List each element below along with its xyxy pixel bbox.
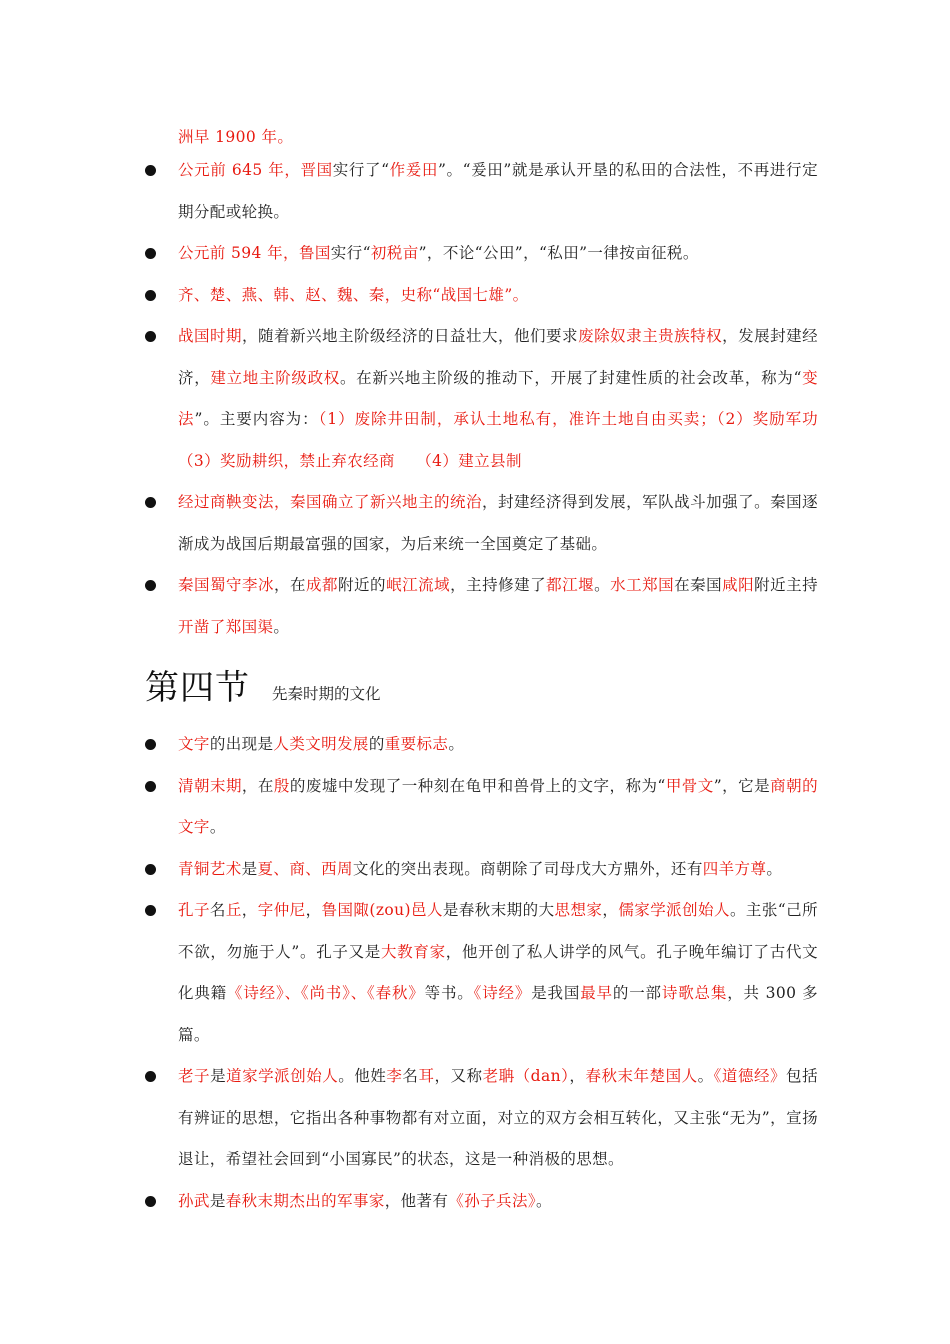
body-text: ， [569, 1067, 586, 1085]
highlighted-text: 初税亩 [370, 244, 419, 262]
body-text: 的出现是 [209, 735, 274, 753]
highlighted-text: 殷 [273, 776, 290, 795]
bullet-icon [145, 290, 156, 301]
body-text: ，主持修建了 [450, 576, 547, 594]
highlighted-text: 夏、商、西周 [257, 859, 353, 878]
highlighted-text: 鲁国 [298, 244, 331, 262]
highlighted-text: 孔子 [178, 901, 210, 919]
highlighted-text: 建立地主阶级政权 [210, 368, 340, 387]
highlighted-text: 《道德经》 [713, 1067, 787, 1085]
highlighted-text: 清朝末期 [178, 776, 242, 795]
body-text: 。 [273, 617, 290, 636]
body-text: 。他姓 [338, 1067, 387, 1085]
body-text: 的 [368, 735, 385, 753]
highlighted-text: 岷江流域 [386, 576, 451, 594]
list-item [0, 766, 818, 849]
highlighted-text: 文字 [178, 735, 210, 753]
body-text: 等书。 [424, 984, 474, 1002]
body-text: ，共 300 多篇。 [178, 984, 819, 1044]
body-text: 。 [209, 818, 226, 836]
body-text: 的废墟中发现了一种刻在龟甲和兽骨上的文字，称为“ [289, 776, 666, 795]
bullet-icon [145, 331, 156, 342]
body-text: ，他著有 [384, 1191, 449, 1210]
body-text: 。 [766, 859, 783, 878]
body-text: 。 [697, 1067, 714, 1085]
highlighted-text: 晋国 [300, 161, 333, 179]
highlighted-text: 商朝的文字 [178, 776, 819, 836]
list-item [0, 482, 818, 565]
body-text: 附近的 [338, 576, 387, 594]
highlighted-text: 经过商鞅变法，秦国确立了新兴地主的统治 [178, 493, 483, 511]
list-item [0, 275, 818, 317]
highlighted-text: 道家学派创始人 [226, 1067, 339, 1085]
highlighted-text: 四羊方尊 [702, 859, 767, 878]
list-item [0, 890, 818, 1056]
highlighted-text: 老子 [178, 1067, 211, 1085]
body-text: ”。主要内容为： [194, 410, 319, 428]
highlighted-text: 重要标志 [384, 735, 449, 753]
highlighted-text: 水工郑国 [610, 576, 675, 594]
body-text: ，在 [241, 776, 274, 795]
highlighted-text: 都江堰 [546, 576, 595, 594]
body-text: 文化的突出表现。商朝除了司母戊大方鼎外，还有 [352, 859, 703, 878]
highlighted-text: 《诗经》 [473, 984, 532, 1002]
body-text: ， [602, 901, 619, 919]
body-text: 。在新兴地主阶级的推动下，开展了封建性质的社会改革，称为“ [339, 368, 802, 387]
body-text: ， [241, 901, 258, 919]
highlighted-text: 孙武 [178, 1191, 210, 1210]
highlighted-text: 开凿了郑国渠 [178, 617, 274, 636]
body-text: ，又称 [434, 1067, 483, 1085]
bullet-icon [145, 864, 156, 875]
highlighted-text: 丘 [225, 901, 242, 919]
body-text: ，他开创了私人讲学的风气。孔子晚年编订了古代文化典籍 [178, 942, 819, 1002]
bullet-icon [145, 1196, 156, 1207]
section-four-list [0, 724, 818, 1222]
list-item [0, 565, 818, 648]
list-item [0, 316, 840, 482]
highlighted-text: 老聃（dan） [482, 1067, 570, 1085]
highlighted-text: 齐、楚、燕、韩、赵、魏、秦，史称“战国七雄”。 [178, 285, 529, 304]
section-number-title: 第四节 [145, 668, 250, 708]
body-text: 的一部 [612, 984, 662, 1002]
highlighted-text: 《孙子兵法》 [448, 1191, 536, 1210]
highlighted-text: 甲骨文 [665, 776, 714, 795]
body-text: 包括有辨证的思想，它指出各种事物都有对立面，对立的双方会相互转化，又主张“无为”，宣扬退让，希望社会回到“小国寡民”的状态，这是一种消极的思想。 [178, 1067, 818, 1168]
highlighted-text: 废除奴隶主贵族特权 [578, 327, 723, 345]
body-text: ，发展封建经济， [178, 327, 819, 387]
highlighted-text: 咸阳 [722, 576, 755, 594]
highlighted-text: 思想家 [554, 901, 603, 919]
highlighted-text: 战国时期 [178, 327, 243, 345]
bullet-icon [145, 497, 156, 508]
body-text: 附近主持 [754, 576, 819, 594]
body-text: 是春秋末期的大 [442, 901, 555, 919]
list-item [0, 1181, 818, 1223]
highlighted-text: 《诗经》、《尚书》、《春秋》 [227, 984, 425, 1002]
bullet-icon [145, 905, 156, 916]
body-text: 是 [241, 859, 258, 878]
body-text: ”。“爰田”就是承认开垦的私田的合法性，不再进行定期分配或轮换。 [178, 161, 818, 221]
bullet-icon [145, 165, 156, 176]
body-text: 。 [448, 735, 465, 753]
body-text: 。主张“己所不欲，勿施于人”。孔子又是 [178, 901, 819, 961]
bullet-icon [145, 781, 156, 792]
list-item [0, 233, 818, 275]
bullet-icon [145, 739, 156, 750]
highlighted-text: 变法 [178, 368, 819, 428]
body-text: ”，不论“公田”，“私田”一律按亩征税。 [418, 244, 699, 262]
highlighted-text: 字仲尼 [257, 901, 306, 919]
body-text: 在秦国 [674, 576, 723, 594]
body-text: 是 [209, 1191, 226, 1210]
highlighted-text: 成都 [306, 576, 339, 594]
body-text: 。 [594, 576, 611, 594]
highlighted-text: 人类文明发展 [273, 735, 369, 753]
list-item [0, 150, 818, 233]
body-text: ，随着新兴地主阶级经济的日益壮大，他们要求 [242, 327, 579, 345]
section-heading [145, 660, 381, 709]
highlighted-text: 耳 [418, 1067, 435, 1085]
highlighted-text: 李 [386, 1067, 403, 1085]
body-text: ， [305, 901, 322, 919]
highlighted-text: （1）废除井田制，承认土地私有，准许土地自由买卖；（2）奖励军功 （3）奖励耕织，禁止弃农经商 （4）建立县制 [178, 410, 840, 470]
highlighted-text: 最早 [580, 984, 613, 1002]
list-item [0, 1056, 818, 1181]
body-text: 实行“ [330, 244, 371, 262]
body-text: ，在 [274, 576, 307, 594]
body-text: 。 [536, 1191, 552, 1210]
body-text: 名 [402, 1067, 419, 1085]
highlighted-text: 鲁国陬(zou)邑人 [321, 901, 443, 919]
body-text: ，封建经济得到发展，军队战斗加强了。秦国逐渐成为战国后期最富强的国家，为后来统一全国奠定了基础。 [178, 493, 818, 553]
section-subtitle: 先秦时期的文化 [272, 685, 381, 703]
highlighted-text: 公元前 594 年， [178, 244, 299, 262]
list-item [0, 849, 818, 891]
bullet-icon [145, 1071, 156, 1082]
highlighted-text: 大教育家 [380, 942, 446, 961]
body-text: 实行了“ [332, 161, 390, 179]
body-text: 名 [209, 901, 226, 919]
highlighted-text: 春秋末年楚国人 [585, 1067, 698, 1085]
highlighted-text: 春秋末期杰出的军事家 [225, 1191, 385, 1210]
body-text: ”，它是 [713, 776, 771, 795]
highlighted-text: 公元前 645 年， [178, 161, 301, 179]
bullet-icon [145, 580, 156, 591]
continuation-red-text: 洲早 1900 年。 [178, 128, 294, 146]
body-text: 是我国 [531, 984, 581, 1002]
body-text: 是 [210, 1067, 227, 1085]
bullet-icon [145, 248, 156, 259]
highlighted-text: 儒家学派创始人 [618, 901, 730, 919]
highlighted-text: 诗歌总集 [661, 984, 728, 1002]
highlighted-text: 青铜艺术 [178, 859, 242, 878]
section-three-list [0, 150, 840, 648]
highlighted-text: 作爰田 [389, 161, 438, 179]
highlighted-text: 秦国蜀守李冰 [178, 576, 275, 594]
list-item [0, 724, 818, 766]
